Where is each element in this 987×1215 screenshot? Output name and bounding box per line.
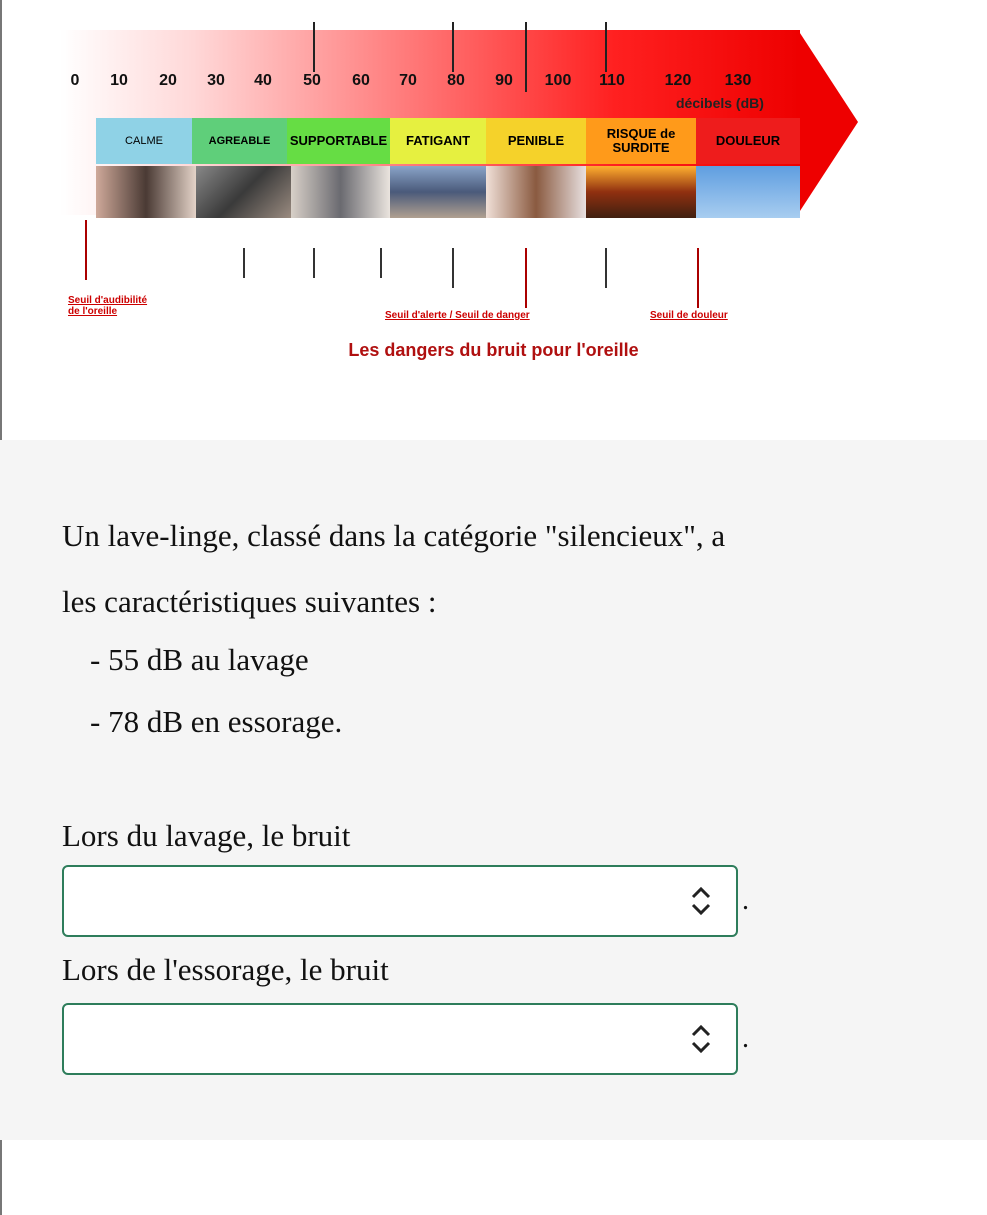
scale-tick	[525, 22, 527, 92]
db-label: 100	[544, 72, 572, 89]
db-label: 60	[352, 72, 370, 89]
threshold-line	[313, 248, 315, 278]
photo-strip-image	[291, 166, 390, 218]
question-panel	[0, 440, 987, 1140]
seuil-douleur-label: Seuil de douleur	[650, 310, 728, 321]
threshold-line	[452, 248, 454, 288]
photo-strip-image	[696, 166, 800, 218]
db-label: 80	[447, 72, 465, 89]
unit-label: décibels (dB)	[676, 95, 764, 111]
wash-noise-item: - 55 dB au lavage	[90, 642, 309, 677]
category-penible: PENIBLE	[486, 118, 586, 164]
spin-answer-select[interactable]	[62, 1003, 738, 1075]
photo-strip-image	[390, 166, 486, 218]
prompt-wash: Lors du lavage, le bruit	[62, 818, 351, 853]
left-border	[0, 0, 2, 440]
category-supportable: SUPPORTABLE	[287, 118, 390, 164]
chevron-up-down-icon	[688, 1021, 714, 1057]
threshold-line	[85, 220, 87, 280]
threshold-line	[525, 248, 527, 308]
threshold-line	[605, 248, 607, 288]
category-douleur: DOULEUR	[696, 118, 800, 164]
db-label: 20	[159, 72, 177, 89]
threshold-line	[697, 248, 699, 308]
chevron-up-down-icon	[688, 883, 714, 919]
scale-tick	[605, 22, 607, 72]
category-risque: RISQUE de SURDITE	[586, 118, 696, 164]
wash-answer-select[interactable]	[62, 865, 738, 937]
db-label: 40	[254, 72, 272, 89]
period: .	[742, 885, 749, 916]
photo-strip-image	[486, 166, 586, 218]
spin-noise-item: - 78 dB en essorage.	[90, 704, 343, 739]
db-label: 130	[724, 72, 752, 89]
photo-strip-image	[96, 166, 196, 218]
intro-line-2: les caractéristiques suivantes :	[62, 584, 437, 619]
db-label: 10	[110, 72, 128, 89]
db-label: 120	[664, 72, 692, 89]
period: .	[742, 1023, 749, 1054]
photo-strip-image	[586, 166, 696, 218]
scale-tick	[452, 22, 454, 72]
scale-tick	[313, 22, 315, 72]
category-calme: CALME	[96, 118, 192, 164]
seuil-alerte-label: Seuil d'alerte / Seuil de danger	[385, 310, 530, 321]
db-label: 70	[399, 72, 417, 89]
threshold-line	[380, 248, 382, 278]
decibel-arrow-head	[798, 30, 858, 214]
category-fatigant: FATIGANT	[390, 118, 486, 164]
db-label: 110	[599, 72, 625, 89]
threshold-line	[243, 248, 245, 278]
intro-line-1: Un lave-linge, classé dans la catégorie "silencieux", a	[62, 518, 726, 553]
left-border-bottom	[0, 1140, 2, 1215]
db-label: 0	[70, 72, 80, 89]
seuil-audibilite-label: Seuil d'audibilité de l'oreille	[68, 295, 148, 317]
prompt-spin: Lors de l'essorage, le bruit	[62, 952, 389, 987]
db-label: 90	[495, 72, 513, 89]
db-label: 50	[303, 72, 321, 89]
category-agreable: AGREABLE	[192, 118, 287, 164]
photo-strip-image	[196, 166, 291, 218]
infographic-caption: Les dangers du bruit pour l'oreille	[348, 340, 639, 360]
db-label: 30	[207, 72, 225, 89]
noise-infographic	[0, 0, 987, 440]
